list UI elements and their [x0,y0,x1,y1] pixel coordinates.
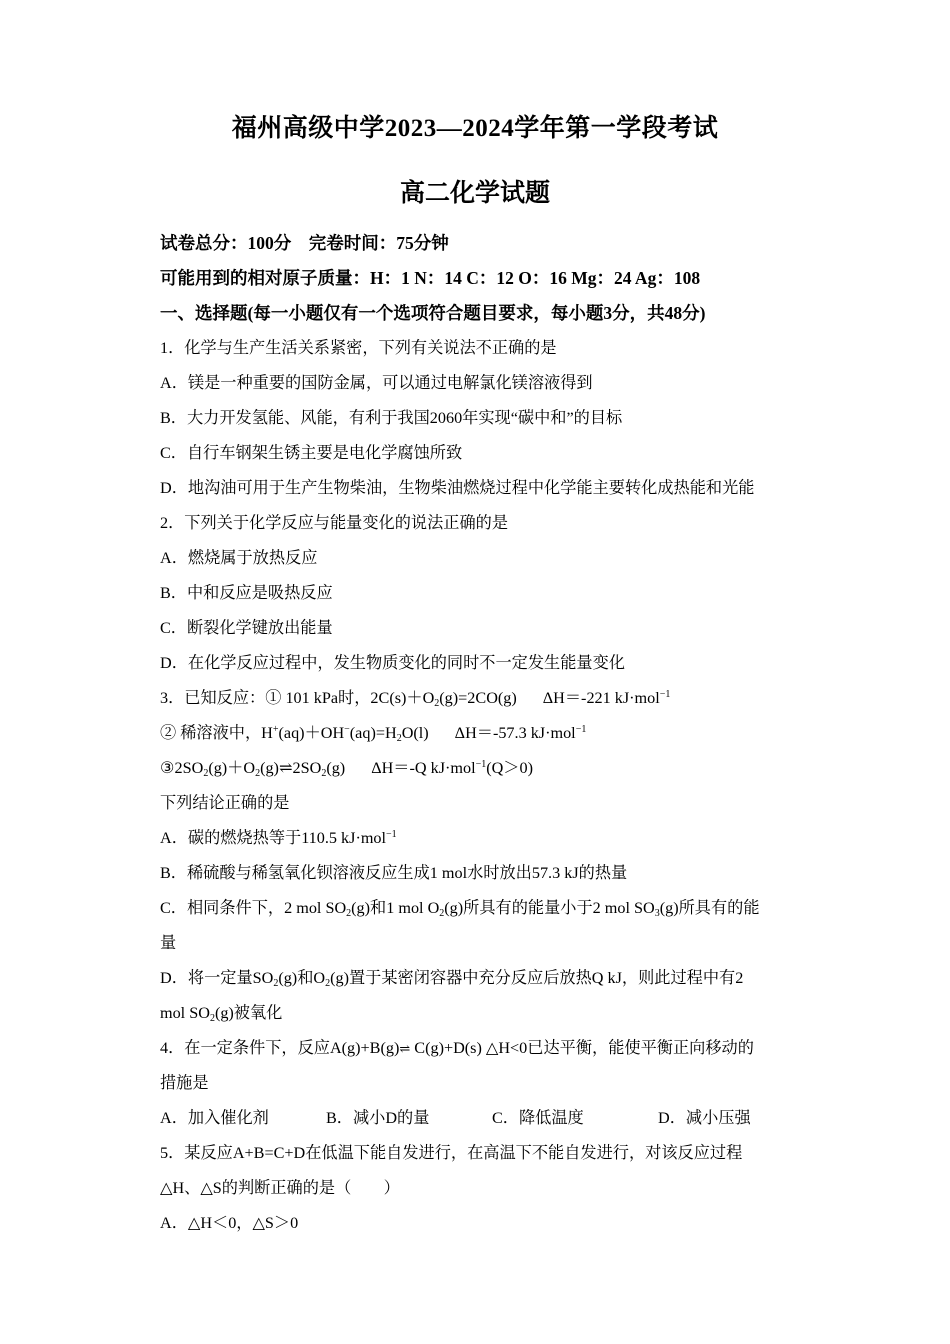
subscript: 2 [439,908,445,919]
q3-d-wrap2: (g)被氧化 [214,1004,283,1022]
q5-stem-wrap: △H、△S的判断正确的是（ ） [160,1179,400,1197]
q2-option-b: B．中和反应是吸热反应 [160,584,333,602]
q2-stem: 2．下列关于化学反应与能量变化的说法正确的是 [160,514,509,532]
q3-option-d [160,963,810,998]
superscript: − [344,724,350,735]
q5-option-a: A．△H＜0，△S＞0 [160,1214,299,1232]
subscript: 2 [273,978,279,989]
q3-option-c-wrap: 量 [160,934,177,952]
q3-reaction-3 [160,753,810,788]
q3-r2-end: (aq)=H [349,724,397,742]
superscript: −1 [575,724,587,735]
superscript: + [272,724,279,735]
q3-r3-c: (g)⇌2SO [260,759,322,777]
superscript: −1 [475,759,487,770]
exam-content [160,228,810,1243]
q3-stem [160,683,810,718]
section-heading: 一、选择题(每一小题仅有一个选项符合题目要求，每小题3分，共48分) [160,303,706,323]
exam-title: 福州高级中学2023—2024学年第一学段考试 [231,115,719,142]
q4-stem-wrap: 措施是 [160,1074,209,1092]
q3-option-c [160,893,810,928]
subscript: 2 [203,768,209,779]
q3-c-part3: (g)所具有的能量小于2 mol SO [444,899,655,917]
q3-r3-b: (g)＋O [208,759,256,777]
exam-meta: 试卷总分：100分 完卷时间：75分钟 [160,233,449,253]
q3-conclusion: 下列结论正确的是 [160,794,290,812]
q3-r2-tail: O(l) [401,724,429,742]
q1-option-c: C．自行车钢架生锈主要是电化学腐蚀所致 [160,444,463,462]
subscript: 2 [346,908,352,919]
subscript-3: 3 [654,908,660,919]
q3-a-text: A．碳的燃烧热等于110.5 kJ·mol [160,829,387,847]
superscript: −1 [386,829,397,840]
subscript: 2 [321,768,327,779]
q3-reaction1-dh: ΔH＝-221 kJ·mol [542,689,660,707]
q3-d-part3: (g)置于某密闭容器中充分反应后放热Q kJ，则此过程中有2 [330,969,744,987]
q3-r3-tail: (Q＞0) [486,759,533,777]
q3-r2-dh: ΔH＝-57.3 kJ·mol [454,724,576,742]
q2-option-d: D．在化学反应过程中，发生物质变化的同时不一定发生能量变化 [160,654,625,672]
subscript: 2 [325,978,331,989]
q4-option-a: A．加入催化剂 [160,1109,269,1127]
q3-r2-prefix: ② 稀溶液中，H [160,724,273,742]
q4-stem [160,1033,810,1068]
q5-stem: 5．某反应A+B=C+D在低温下能自发进行，在高温下不能自发进行，对该反应过程 [160,1144,743,1162]
equilibrium-arrow-icon: ⇌ [399,1041,411,1056]
q3-c-part4: (g)所具有的能 [659,899,760,917]
exam-subtitle: 高二化学试题 [399,180,550,207]
superscript: −1 [659,689,671,700]
q3-c-part2: (g)和1 mol O [351,899,440,917]
q3-r3-d: (g) [326,759,346,777]
q4-stem-part1: 4．在一定条件下，反应A(g)+B(g) [160,1039,400,1057]
q1-option-d: D．地沟油可用于生产生物柴油，生物柴油燃烧过程中化学能主要转化成热能和光能 [160,479,755,497]
q3-d-wrap1: mol SO [160,1004,210,1022]
subscript: 2 [396,733,402,744]
q3-stem-prefix: 3．已知反应：① 101 kPa时，2C(s)＋O [160,689,435,707]
q3-d-part2: (g)和O [278,969,326,987]
q1-option-a: A．镁是一种重要的国防金属，可以通过电解氯化镁溶液得到 [160,374,593,392]
subscript: 2 [209,1013,215,1024]
q3-option-a [160,823,810,858]
q2-option-a: A．燃烧属于放热反应 [160,549,318,567]
q1-stem: 1．化学与生产生活关系紧密，下列有关说法不正确的是 [160,339,557,357]
q4-stem-part2: C(g)+D(s) △H<0已达平衡，能使平衡正向移动的 [410,1039,754,1057]
q4-options [160,1103,810,1138]
q2-option-c: C．断裂化学键放出能量 [160,619,333,637]
q4-option-c: C．降低温度 [492,1109,584,1127]
q3-d-part1: D．将一定量SO [160,969,274,987]
q3-stem-mid: (g)=2CO(g) [439,689,517,707]
q4-option-d: D．减小压强 [658,1109,751,1127]
q3-r3-a: ③2SO [160,759,204,777]
subscript: 2 [255,768,261,779]
q3-r2-mid: (aq)＋OH [278,724,345,742]
q3-option-b: B．稀硫酸与稀氢氧化钡溶液反应生成1 mol水时放出57.3 kJ的热量 [160,864,628,882]
q3-option-d-wrap [160,998,810,1033]
q3-reaction-2 [160,718,810,753]
q4-option-b: B．减小D的量 [326,1109,430,1127]
q1-option-b: B．大力开发氢能、风能，有利于我国2060年实现“碳中和”的目标 [160,409,623,427]
q3-r3-dh: ΔH＝-Q kJ·mol [371,759,476,777]
subscript: 2 [434,698,440,709]
q3-c-part1: C．相同条件下，2 mol SO [160,899,347,917]
atomic-mass-line: 可能用到的相对原子质量：H：1 N：14 C：12 O：16 Mg：24 Ag：108 [160,268,701,288]
